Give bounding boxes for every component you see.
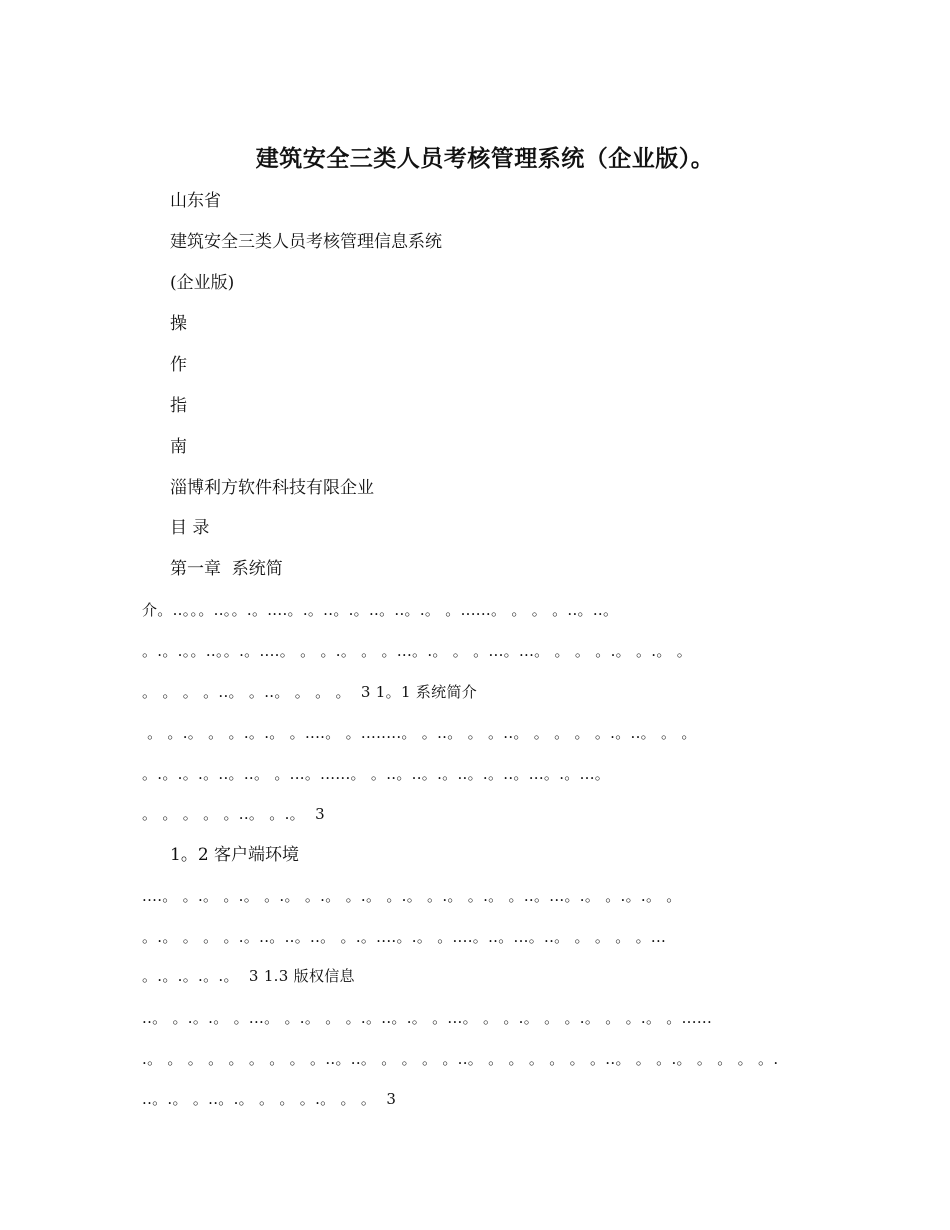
toc-section-1-1-leader-3: 。 。 。 。 。..。 。.。 3 (142, 805, 325, 823)
cover-line-char-1: 操 (170, 314, 187, 334)
toc-chapter-1-leader-1: 介。..。。。..。。.。....。.。..。.。..。..。.。 。......。 。 。 。..。..。 (142, 601, 619, 619)
cover-line-char-2: 作 (170, 355, 187, 375)
toc-section-1-3-leader-2: .。 。 。 。 。 。 。 。 。..。..。 。 。 。 。..。 。 。 。 。 。 。..。 。 。.。 。 。 。 。. (142, 1050, 779, 1068)
cover-line-system-name: 建筑安全三类人员考核管理信息系统 (170, 232, 442, 252)
toc-section-1-2-leader-1: ....。 。.。 。.。 。.。 。.。 。.。 。.。 。.。 。.。 。..。...。.。 。.。.。 。 (142, 887, 682, 905)
toc-section-1-3-leader-3: ..。.。 。..。.。 。 。 。.。 。 。 3 (142, 1090, 397, 1108)
toc-chapter-1-leader-3: 。 。 。 。..。 。..。 。 。 。 3 1。1 系统简介 (142, 683, 478, 701)
toc-chapter-1-heading: 第一章 系统简 (170, 559, 283, 579)
toc-section-1-1-leader-1: 。 。.。 。 。.。.。 。....。 。........。 。..。 。 。..。 。 。 。 。.。..。 。 。 (142, 724, 697, 742)
toc-section-1-3-leader-1: ..。 。.。.。 。...。 。.。 。 。.。..。.。 。...。 。 。.。 。 。.。 。 。.。 。...... (142, 1009, 713, 1027)
toc-heading: 目 录 (170, 518, 210, 538)
cover-line-char-3: 指 (170, 396, 187, 416)
toc-section-1-2-leader-2: 。.。 。 。 。.。..。..。..。 。.。....。.。 。....。..。...。..。 。 。 。 。... (142, 928, 667, 946)
toc-chapter-1-leader-2: 。.。.。。..。。.。....。 。 。.。 。 。...。.。 。 。...。...。 。 。 。.。 。.。 。 (142, 642, 693, 660)
toc-section-1-2-heading: 1。2 客户端环境 (170, 845, 300, 865)
cover-line-edition: (企业版) (170, 273, 235, 293)
cover-line-company: 淄博利方软件科技有限企业 (170, 478, 374, 498)
cover-line-char-4: 南 (170, 437, 187, 457)
toc-section-1-1-leader-2: 。.。.。.。..。..。 。...。......。 。..。..。.。..。.。..。...。.。...。 (142, 765, 611, 783)
cover-line-province: 山东省 (170, 191, 221, 211)
document-title: 建筑安全三类人员考核管理系统（企业版）。 (255, 145, 715, 172)
toc-section-1-2-leader-3: 。.。.。.。.。 3 1.3 版权信息 (142, 967, 355, 985)
